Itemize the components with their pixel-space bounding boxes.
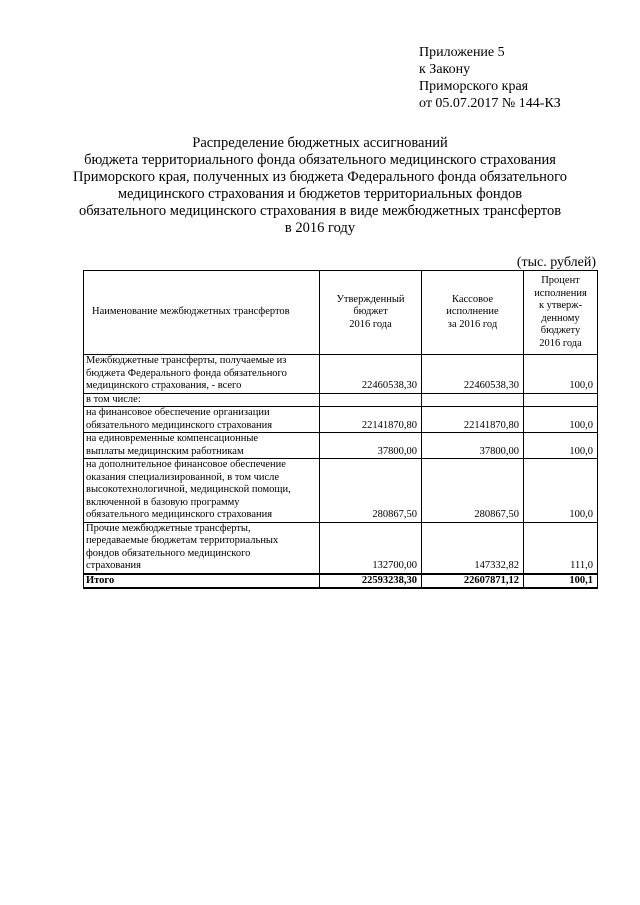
- row-name: [84, 355, 320, 394]
- header-text: 2016 года: [539, 337, 582, 349]
- appendix-line: Приложение 5: [419, 45, 505, 60]
- table-row: [84, 393, 598, 407]
- units-label: (тыс. рублей): [516, 255, 596, 270]
- row-percent: [524, 393, 598, 407]
- header-text: бюджету: [540, 325, 581, 336]
- row-name-line: на дополнительное финансовое обеспечение: [86, 459, 286, 470]
- header-text: Кассовое: [451, 293, 494, 305]
- total-approved: 22593238,30: [320, 574, 422, 589]
- header-text: Утвержденный: [336, 293, 405, 305]
- row-percent: 100,0: [524, 433, 598, 459]
- row-name-line: бюджета Федерального фонда обязательного: [86, 367, 287, 379]
- appendix-line: Приморского края: [419, 79, 529, 94]
- table-total-row: [84, 574, 598, 589]
- header-text: к утверж-: [538, 300, 583, 311]
- row-name-line: обязательного медицинского страхования: [86, 419, 273, 431]
- appendix-block: [419, 44, 561, 112]
- row-executed: 22141870,80: [422, 407, 524, 433]
- title-line: обязательного медицинского страхования в виде межбюджетных трансфертов: [78, 203, 562, 219]
- appendix-line: от 05.07.2017 № 144-КЗ: [419, 96, 561, 111]
- row-name-line: включенной в базовую программу: [86, 496, 240, 508]
- header-text: исполнения: [534, 287, 587, 299]
- row-percent: 100,0: [524, 459, 598, 523]
- title-line: медицинского страхования и бюджетов территориальных фондов: [117, 186, 523, 202]
- table-row: [84, 433, 598, 459]
- row-approved: 280867,50: [320, 459, 422, 523]
- row-name: [84, 433, 320, 459]
- header-text: за 2016 год: [447, 318, 498, 330]
- title-line: в 2016 году: [284, 220, 356, 236]
- row-approved: [320, 393, 422, 407]
- row-name-line: высокотехнологичной, медицинской помощи,: [86, 484, 291, 495]
- appendix-line: к Закону: [419, 62, 471, 77]
- row-executed: 280867,50: [422, 459, 524, 523]
- row-name-line: страхования: [86, 560, 141, 571]
- header-text: денному: [541, 312, 580, 324]
- row-name-line: оказания специализированной, в том числе: [86, 471, 280, 483]
- row-executed: 147332,82: [422, 522, 524, 574]
- total-percent: 100,1: [524, 574, 598, 589]
- header-executed: [422, 271, 524, 355]
- row-name: [84, 393, 320, 407]
- row-name-line: медицинского страхования, - всего: [86, 380, 242, 391]
- total-executed: 22607871,12: [422, 574, 524, 589]
- row-name-line: обязательного медицинского страхования: [86, 509, 273, 520]
- row-name-line: Межбюджетные трансферты, получаемые из: [86, 355, 287, 366]
- header-text: бюджет: [353, 306, 388, 318]
- header-percent: [524, 271, 598, 355]
- table-row: [84, 459, 598, 523]
- row-approved: 22141870,80: [320, 407, 422, 433]
- row-name-line: фондов обязательного медицинского: [86, 547, 251, 559]
- table-header-row: [84, 271, 598, 355]
- row-name-line: выплаты медицинским работникам: [86, 445, 244, 457]
- header-text: исполнение: [446, 306, 499, 318]
- table-row: [84, 407, 598, 433]
- transfers-table: [83, 270, 598, 589]
- row-executed: [422, 393, 524, 407]
- row-executed: 37800,00: [422, 433, 524, 459]
- title-line: бюджета территориального фонда обязательного медицинского страхования: [84, 152, 556, 168]
- header-approved: [320, 271, 422, 355]
- row-name-line: Прочие межбюджетные трансферты,: [86, 522, 251, 534]
- row-name-line: на финансовое обеспечение организации: [86, 407, 270, 418]
- row-name-line: на единовременные компенсационные: [86, 433, 259, 444]
- table-row: [84, 355, 598, 394]
- row-name: [84, 459, 320, 523]
- row-name-line: передаваемые бюджетам территориальных: [86, 535, 279, 546]
- table-row: [84, 522, 598, 574]
- total-name: Итого: [84, 574, 320, 589]
- row-percent: 100,0: [524, 407, 598, 433]
- header-text: 2016 года: [349, 318, 392, 330]
- document-title: [60, 135, 580, 237]
- header-text: Процент: [541, 275, 580, 286]
- row-name: [84, 522, 320, 574]
- header-name: Наименование межбюджетных трансфертов: [84, 271, 320, 355]
- row-percent: 100,0: [524, 355, 598, 394]
- row-name-line: в том числе:: [86, 393, 141, 405]
- row-approved: 132700,00: [320, 522, 422, 574]
- row-name: [84, 407, 320, 433]
- title-line: Приморского края, полученных из бюджета Федерального фонда обязательного: [73, 169, 567, 185]
- row-executed: 22460538,30: [422, 355, 524, 394]
- row-approved: 22460538,30: [320, 355, 422, 394]
- row-approved: 37800,00: [320, 433, 422, 459]
- title-line: Распределение бюджетных ассигнований: [192, 135, 448, 151]
- row-percent: 111,0: [524, 522, 598, 574]
